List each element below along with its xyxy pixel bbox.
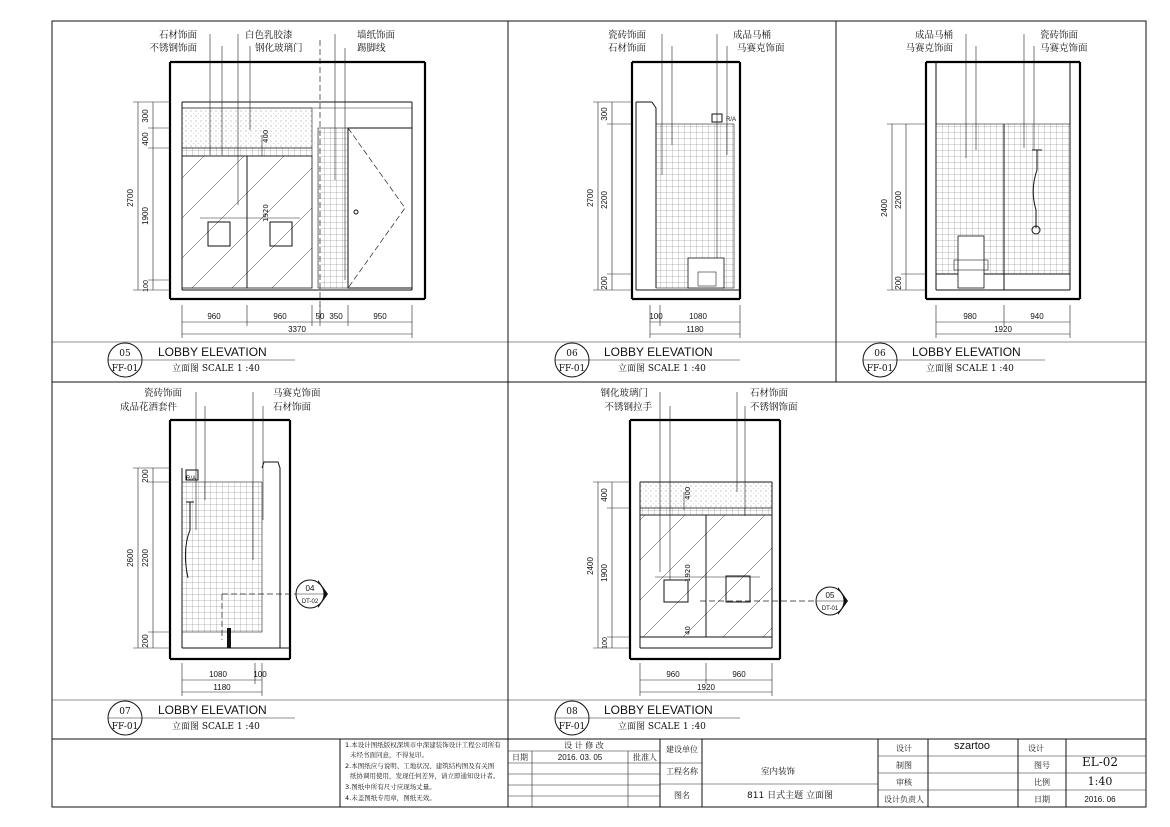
dim-bottom-1: 1080: [209, 670, 227, 679]
design-label: 设计: [896, 744, 912, 753]
dim-bottom-1: 960: [207, 312, 221, 321]
elevation-title: LOBBY ELEVATION: [158, 345, 267, 359]
dim-total: 3370: [288, 325, 306, 334]
callout-mosaic: 马赛克饰面: [905, 43, 953, 54]
callout-latex: 白色乳胶漆: [245, 30, 293, 41]
date-label: 日期: [512, 753, 528, 762]
project-value: 室内装饰: [760, 767, 796, 777]
stone-panel: [182, 108, 312, 148]
panel-1-elevation: [52, 29, 508, 377]
callout-steel: 不锈钢饰面: [750, 402, 798, 413]
dim-bottom-2: 1080: [689, 312, 707, 321]
glass-dim-400: 400: [262, 129, 270, 143]
dim-bottom-5: 950: [373, 312, 387, 321]
dim-bottom-3: 50: [315, 312, 325, 321]
callout-mosaic: 马赛克饰面: [273, 388, 321, 399]
dim-b: 1900: [600, 564, 609, 582]
callout-toilet: 成品马桶: [733, 30, 772, 41]
dim-bottom-4: 350: [329, 312, 343, 321]
callout-stone: 石材饰面: [158, 30, 197, 41]
note-6: 4.未盖图纸专用章，图纸无效。: [345, 794, 436, 802]
dim-height: 2400: [586, 557, 595, 575]
mosaic-tile-wall: [936, 124, 1070, 274]
bubble-number: 08: [566, 707, 578, 717]
bubble-number: 06: [566, 349, 578, 359]
toilet-icon: [688, 258, 724, 288]
elevation-title: LOBBY ELEVATION: [912, 345, 1021, 359]
client-label: 建设单位: [666, 745, 698, 754]
callout-tile: 瓷砖饰面: [607, 30, 646, 41]
dim-height: 2700: [586, 189, 595, 207]
dim-b: 2200: [600, 191, 609, 209]
ra-tag: R/A: [726, 117, 737, 123]
dim-height: 2600: [126, 549, 135, 567]
dim-c: 200: [141, 634, 150, 648]
dim-a: 2200: [894, 191, 903, 209]
designer-value: szartoo: [953, 740, 991, 752]
callout-wallpaper: 墙纸饰面: [357, 30, 396, 41]
drawing-value: 811 日式主题 立面图: [747, 791, 833, 801]
callout-glass-door: 钢化玻璃门: [600, 388, 648, 399]
dim-total: 1180: [213, 683, 231, 692]
bubble-ref: FF-01: [866, 364, 894, 374]
scale-label: 比例: [1034, 778, 1050, 787]
dim-bottom-2: 940: [1030, 312, 1044, 321]
tile-column: [318, 128, 348, 288]
dim-a: 300: [141, 109, 150, 123]
callout-skirting: 踢脚线: [357, 43, 386, 54]
bubble-number: 07: [119, 707, 131, 717]
section-ref: DT-01: [821, 606, 839, 612]
dim-total: 1920: [697, 683, 715, 692]
note-3: 2.本图纸应与说明、工地状况、建筑结构图及有关图: [345, 762, 495, 770]
glass-door-left: [640, 515, 706, 637]
callout-steel-handle: 不锈钢拉手: [604, 402, 652, 413]
glass-dim-1920: 1920: [684, 564, 692, 582]
mosaic-tile-wall: [182, 482, 262, 632]
section-ref: DT-02: [301, 599, 319, 605]
panel-4-elevation: [52, 387, 508, 735]
dim-b: 2200: [141, 549, 150, 567]
ra-tag: R/A: [186, 476, 197, 482]
callout-shower-set: 成品花洒套件: [119, 402, 177, 413]
callout-mosaic: 马赛克饰面: [737, 43, 785, 54]
dim-bottom-1: 960: [666, 670, 680, 679]
date2-label: 日期: [1034, 795, 1050, 804]
dim-b: 200: [894, 276, 903, 290]
dim-d: 100: [143, 280, 150, 292]
elevation-subtitle: 立面图 SCALE 1 :40: [618, 722, 706, 732]
project-label: 工程名称: [666, 767, 698, 776]
callout-glass-door: 钢化玻璃门: [255, 43, 303, 54]
callout-steel: 不锈钢饰面: [149, 43, 197, 54]
draw-label: 制图: [896, 761, 912, 770]
stone-jamb: [262, 462, 280, 648]
elevation-subtitle: 立面图 SCALE 1 :40: [618, 364, 706, 374]
stone-jamb: [652, 102, 656, 288]
dim-c: 100: [602, 637, 609, 649]
glass-dim-400: 400: [684, 486, 692, 500]
callout-stone: 石材饰面: [750, 388, 789, 399]
elevation-subtitle: 立面图 SCALE 1 :40: [172, 722, 260, 732]
date-value: 2016. 03. 05: [557, 753, 603, 762]
dim-bottom-1: 100: [649, 312, 663, 321]
entry-door: [348, 128, 412, 288]
number-value: EL-02: [1081, 755, 1119, 769]
section-number: 04: [305, 584, 315, 593]
dim-c: 1900: [141, 207, 150, 225]
bubble-ref: FF-01: [558, 722, 586, 732]
dim-total: 1920: [994, 325, 1012, 334]
dim-bottom-2: 100: [253, 670, 267, 679]
glass-dim-1920: 1920: [262, 204, 270, 222]
panel-5-elevation: [508, 387, 1146, 735]
dim-bottom-1: 980: [963, 312, 977, 321]
dim-bottom-2: 960: [273, 312, 287, 321]
bubble-ref: FF-01: [111, 722, 139, 732]
date2-value: 2016. 06: [1084, 795, 1116, 804]
panel-3-elevation: [836, 29, 1146, 377]
callout-tile: 瓷砖饰面: [143, 388, 182, 399]
dim-total: 1180: [686, 325, 704, 334]
elevation-title: LOBBY ELEVATION: [604, 703, 713, 717]
callout-toilet: 成品马桶: [914, 30, 953, 41]
dim-a: 400: [600, 488, 609, 502]
glass-dim-40: 40: [684, 626, 692, 635]
bubble-ref: FF-01: [558, 364, 586, 374]
elevation-subtitle: 立面图 SCALE 1 :40: [172, 364, 260, 374]
callout-mosaic-2: 马赛克饰面: [1040, 43, 1088, 54]
revision-header: 设 计 修 改: [564, 741, 604, 750]
dim-height: 2400: [880, 199, 889, 217]
note-2: 未经书面同意，不得复印。: [350, 751, 428, 759]
approver-label: 批准人: [633, 753, 657, 762]
callout-stone: 石材饰面: [273, 402, 312, 413]
panel-2-elevation: [508, 29, 836, 377]
title-block: [340, 739, 1146, 807]
bubble-ref: FF-01: [111, 364, 139, 374]
dim-height: 2700: [126, 189, 135, 207]
dim-b: 400: [141, 132, 150, 146]
lead-label: 设计负责人: [884, 795, 924, 804]
dim-a: 300: [600, 107, 609, 121]
design2-label: 设计: [1028, 744, 1044, 753]
dim-c: 200: [600, 276, 609, 290]
note-4: 纸协调用使用，发现任何差异，请立即通知设计者。: [350, 772, 500, 780]
drawing-label: 图名: [674, 791, 690, 800]
glass-transom: [182, 148, 312, 156]
door-swing: [348, 128, 405, 288]
door-knob-icon: [354, 210, 358, 214]
toilet-icon: [958, 236, 984, 288]
drain-icon: [227, 628, 231, 648]
note-5: 3.图纸中所有尺寸应现场丈量。: [345, 783, 436, 791]
bubble-number: 06: [874, 349, 886, 359]
review-label: 审核: [896, 778, 912, 787]
elevation-title: LOBBY ELEVATION: [158, 703, 267, 717]
scale-value: 1:40: [1087, 775, 1113, 788]
callout-tile: 瓷砖饰面: [1040, 30, 1079, 41]
section-number: 05: [825, 591, 835, 600]
dim-a: 200: [141, 469, 150, 483]
elevation-title: LOBBY ELEVATION: [604, 345, 713, 359]
elevation-subtitle: 立面图 SCALE 1 :40: [926, 364, 1014, 374]
number-label: 图号: [1034, 761, 1050, 770]
callout-stone: 石材饰面: [607, 43, 646, 54]
bubble-number: 05: [119, 349, 131, 359]
dim-bottom-2: 960: [732, 670, 746, 679]
note-1: 1.本设计图纸版权深圳市中深建装饰设计工程公司所有: [345, 741, 501, 749]
